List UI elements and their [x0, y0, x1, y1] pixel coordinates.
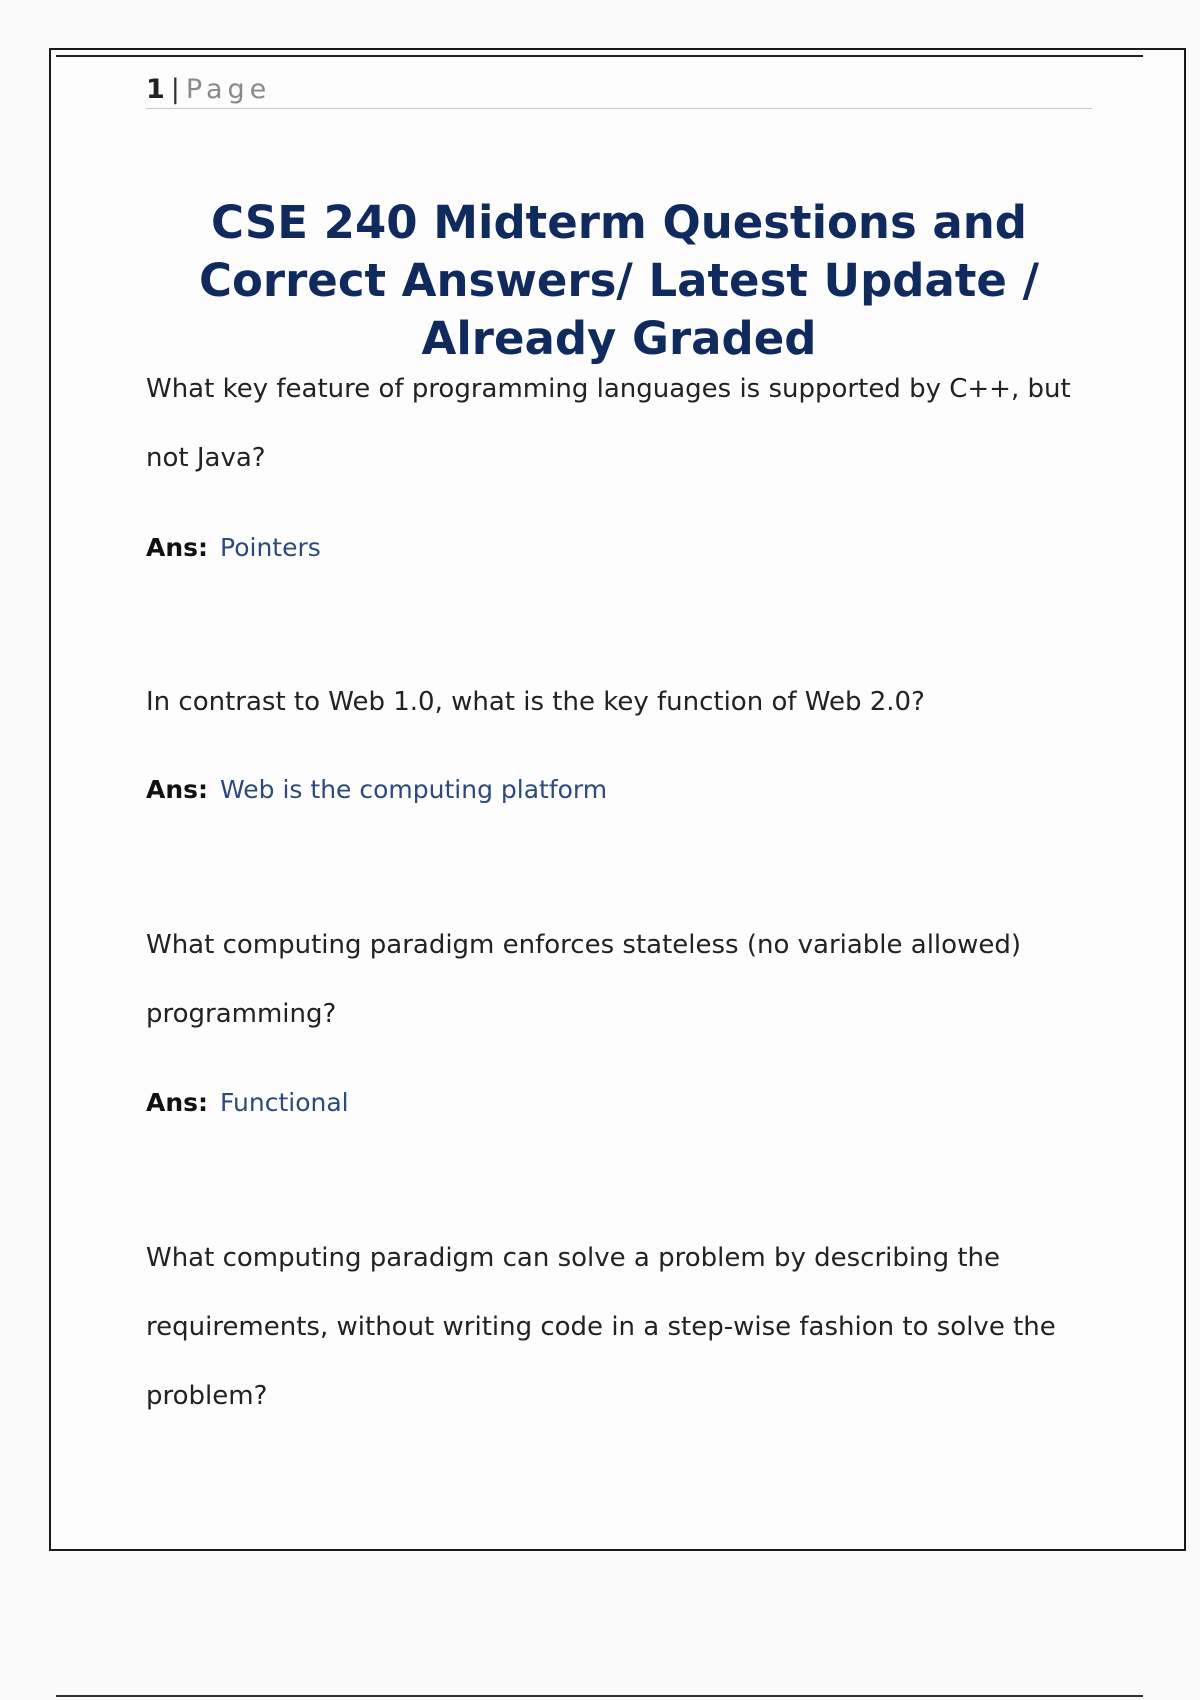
- bottom-rule: [56, 1695, 1143, 1697]
- question-2: In contrast to Web 1.0, what is the key function of Web 2.0?: [146, 687, 925, 717]
- answer-label: Ans:: [146, 775, 209, 804]
- answer-text: Pointers: [220, 533, 321, 562]
- page-header: [146, 72, 1092, 109]
- question-4: What computing paradigm can solve a problem by describing the requirements, without writing code in a step-wise fashion to solve the problem?: [146, 1243, 1056, 1411]
- page-label: Page: [185, 74, 272, 105]
- answer-2: [146, 773, 607, 807]
- answer-text: Web is the computing platform: [220, 775, 608, 804]
- page-separator: |: [170, 74, 180, 105]
- document-title: CSE 240 Midterm Questions and Correct Answers/ Latest Update / Already Graded: [198, 196, 1039, 365]
- answer-label: Ans:: [146, 1088, 209, 1117]
- top-rule: [56, 55, 1143, 57]
- answer-1: [146, 531, 321, 565]
- answer-text: Functional: [220, 1088, 349, 1117]
- page-number: 1: [146, 74, 165, 105]
- answer-label: Ans:: [146, 533, 209, 562]
- question-3: What computing paradigm enforces stateless (no variable allowed) programming?: [146, 930, 1021, 1029]
- answer-3: [146, 1086, 349, 1120]
- question-1: What key feature of programming languages is supported by C++, but not Java?: [146, 374, 1071, 473]
